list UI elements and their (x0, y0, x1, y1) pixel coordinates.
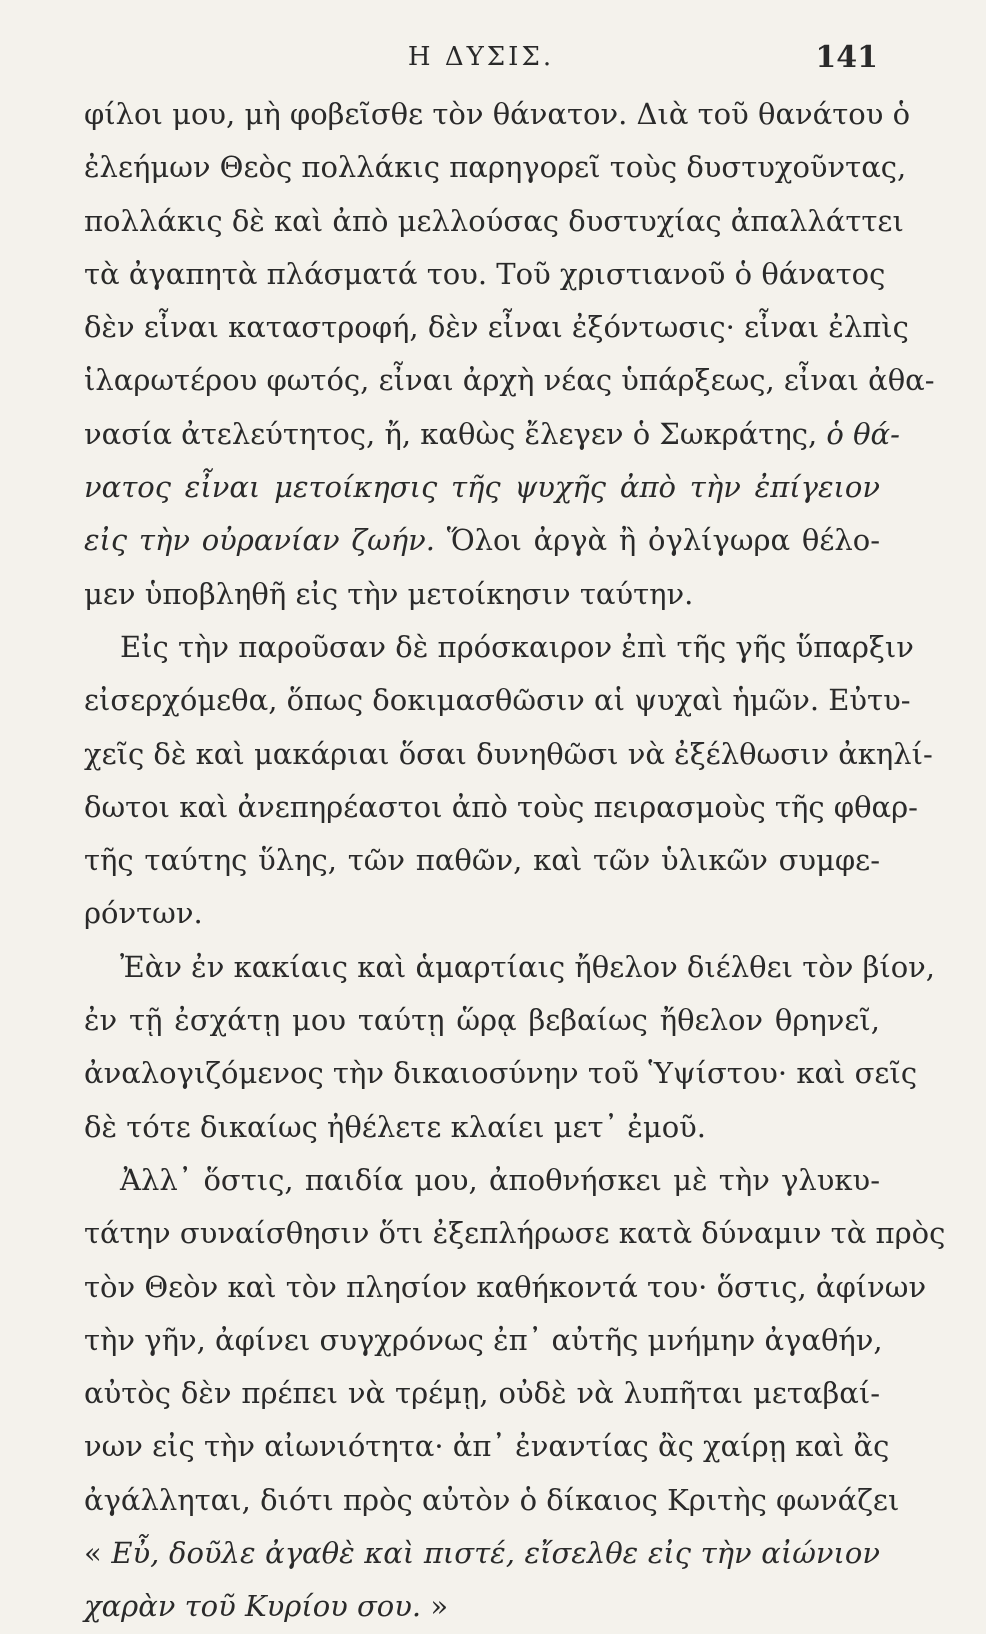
text-line (84, 568, 880, 621)
italic-text: Εὖ, δοῦλε ἀγαθὲ καὶ πιστέ, εἴσελθε εἰς τὴν αἰώνιον (111, 1536, 880, 1571)
italic-text: νατος εἶναι μετοίκησις τῆς ψυχῆς ἀπὸ τὴν ἐπίγειον (84, 470, 880, 505)
text-segment: αὐτὸς δὲν πρέπει νὰ τρέμῃ, οὐδὲ νὰ λυπῆται μεταβαί- (84, 1376, 880, 1411)
text-line (84, 834, 880, 887)
text-segment: τὴν γῆν, ἀφίνει συγχρόνως ἐπ᾽ αὐτῆς μνήμην ἀγαθήν, (84, 1322, 883, 1357)
text-segment: Ὅλοι ἀργὰ ἢ ὀγλίγωρα θέλο- (434, 523, 880, 558)
text-segment: τάτην συναίσθησιν ὅτι ἐξεπλήρωσε κατὰ δύναμιν τὰ πρὸς (84, 1216, 946, 1251)
text-segment: μεν ὑποβληθῆ εἰς τὴν μετοίκησιν ταύτην. (84, 576, 694, 611)
text-segment: δὲ τότε δικαίως ἠθέλετε κλαίει μετ᾽ ἐμοῦ. (84, 1109, 707, 1144)
text-line (84, 1207, 946, 1260)
italic-text: χαρὰν τοῦ Κυρίου σου. (84, 1589, 422, 1624)
text-segment: « (84, 1536, 112, 1571)
paragraph (84, 88, 935, 621)
text-line (84, 1261, 927, 1314)
text-line (84, 354, 935, 407)
text-segment: νων εἰς τὴν αἰωνιότητα· ἀπ᾽ ἐναντίας ἂς χαίρῃ καὶ ἂς (84, 1429, 890, 1464)
text-segment: δὲν εἶναι καταστροφή, δὲν εἶναι ἐξόντωσις· εἶναι ἐλπὶς (84, 310, 909, 345)
text-line (84, 461, 880, 514)
text-line (84, 1047, 918, 1100)
text-line (84, 408, 900, 461)
text-line (84, 887, 880, 940)
text-segment: ἐν τῇ ἐσχάτῃ μου ταύτῃ ὥρᾳ βεβαίως ἤθελον θρηνεῖ, (84, 1003, 880, 1038)
text-line (84, 301, 909, 354)
text-line (84, 1314, 883, 1367)
text-segment: δωτοι καὶ ἀνεπηρέαστοι ἀπὸ τοὺς πειρασμοὺς τῆς φθαρ- (84, 789, 918, 824)
text-segment: ἀναλογιζόμενος τὴν δικαιοσύνην τοῦ Ὑψίστου· καὶ σεῖς (84, 1056, 918, 1091)
text-line (84, 674, 911, 727)
italic-text: ὁ θά- (826, 416, 900, 451)
text-segment: ἀγάλληται, διότι πρὸς αὐτὸν ὁ δίκαιος Κριτὴς φωνάζει (84, 1482, 900, 1517)
text-line (84, 1474, 900, 1527)
text-segment: τῆς ταύτης ὕλης, τῶν παθῶν, καὶ τῶν ὑλικῶν συμφε- (84, 843, 880, 878)
paragraph (84, 941, 936, 1154)
text-segment: Ἐὰν ἐν κακίαις καὶ ἁμαρτίαις ἤθελον διέλθει τὸν βίον, (120, 949, 936, 984)
text-segment: ρόντων. (84, 896, 203, 931)
text-segment: τὸν Θεὸν καὶ τὸν πλησίον καθήκοντά του· ὅστις, ἀφίνων (84, 1269, 927, 1304)
text-line (84, 728, 933, 781)
text-line (84, 1580, 880, 1633)
text-line (84, 88, 911, 141)
text-line (84, 514, 880, 567)
body-text (84, 88, 946, 1634)
paragraph (84, 621, 933, 941)
running-title: Η ΔΥΣΙΣ. (407, 42, 555, 72)
text-line (84, 1101, 880, 1154)
text-segment: Ἀλλ᾽ ὅστις, παιδία μου, ἀποθνήσκει μὲ τὴν γλυκυ- (120, 1162, 880, 1197)
text-line (84, 1420, 890, 1473)
text-line (84, 1527, 880, 1580)
paragraph (84, 1154, 946, 1634)
text-segment: ἐλεήμων Θεὸς πολλάκις παρηγορεῖ τοὺς δυστυχοῦντας, (84, 150, 907, 185)
text-segment: Εἰς τὴν παροῦσαν δὲ πρόσκαιρον ἐπὶ τῆς γῆς ὕπαρξιν (120, 629, 914, 664)
text-line (84, 941, 936, 994)
text-segment: τὰ ἀγαπητὰ πλάσματά του. Τοῦ χριστιανοῦ ὁ θάνατος (84, 256, 886, 291)
italic-text: εἰς τὴν οὐρανίαν ζωήν. (84, 523, 435, 558)
text-segment: ἱλαρωτέρου φωτός, εἶναι ἀρχὴ νέας ὑπάρξεως, εἶναι ἀθα- (84, 363, 935, 398)
text-segment: εἰσερχόμεθα, ὅπως δοκιμασθῶσιν αἱ ψυχαὶ ἡμῶν. Εὐτυ- (84, 683, 911, 718)
text-line (84, 1367, 880, 1420)
text-line (84, 195, 904, 248)
text-line (84, 1154, 880, 1207)
text-segment: πολλάκις δὲ καὶ ἀπὸ μελλούσας δυστυχίας ἀπαλλάττει (84, 203, 904, 238)
text-segment: » (421, 1589, 449, 1624)
text-line (84, 621, 914, 674)
text-segment: χεῖς δὲ καὶ μακάριαι ὅσαι δυνηθῶσι νὰ ἐξέλθωσιν ἀκηλί- (84, 736, 933, 771)
text-segment: φίλοι μου, μὴ φοβεῖσθε τὸν θάνατον. Διὰ τοῦ θανάτου ὁ (84, 97, 911, 131)
text-line (84, 248, 886, 301)
text-line (84, 781, 918, 834)
text-line (84, 994, 880, 1047)
page-header (84, 38, 878, 82)
text-line (84, 141, 907, 194)
text-segment: νασία ἀτελεύτητος, ἤ, καθὼς ἔλεγεν ὁ Σωκράτης, (84, 416, 827, 451)
page-number: 141 (815, 40, 878, 75)
